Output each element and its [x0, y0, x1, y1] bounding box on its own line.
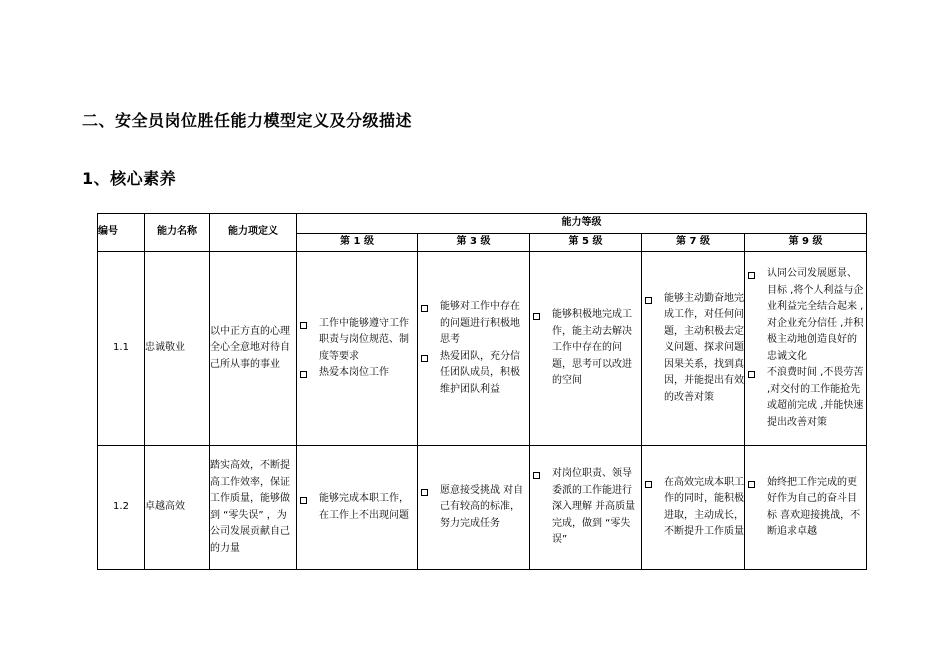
checkbox-bullet-icon — [300, 322, 307, 329]
level-item — [745, 475, 866, 541]
level-item-text: 热爱本岗位工作 — [319, 367, 389, 378]
level-item — [297, 365, 417, 382]
cell-level — [297, 446, 418, 570]
cell-id: 1.1 — [98, 252, 145, 446]
cell-level — [642, 252, 745, 446]
cell-id: 1.2 — [98, 446, 145, 570]
level-item-text: 不浪费时间 ,不畏劳苦 ,对交付的工作能抢先或超前完成 ,并能快速提出改善对策 — [767, 367, 864, 428]
level-item-text: 工作中能够遵守工作职责与岗位规范、制度等要求 — [319, 317, 409, 362]
level-item-text: 热爱团队，充分信任团队成员，积极维护团队利益 — [440, 350, 520, 395]
level-item — [418, 299, 529, 349]
header-level-9: 第 9 级 — [745, 234, 867, 252]
table-row — [98, 446, 867, 570]
level-item — [530, 466, 641, 549]
cell-definition: 踏实高效，不断提高工作效率，保证工作质量，能够做到 “零失误” ，为公司发展贡献自己的力量 — [210, 446, 297, 570]
checkbox-bullet-icon — [748, 371, 755, 378]
level-item-text: 始终把工作完成的更好作为自己的奋斗目标 喜欢迎接挑战，不断追求卓越 — [767, 476, 861, 537]
level-item — [530, 307, 641, 390]
level-item-text: 对岗位职责、领导委派的工作能进行深入理解 并高质量完成，做到 “零失误” — [552, 468, 636, 546]
checkbox-bullet-icon — [748, 272, 755, 279]
checkbox-bullet-icon — [533, 472, 540, 479]
level-item-text: 能够积极地完成工作，能主动去解决工作中存在的问题，思考可以改进的空间 — [552, 309, 632, 387]
header-levels-group: 能力等级 — [297, 214, 867, 234]
level-item-text: 在高效完成本职工作的同时，能积极进取，主动成长，不断提升工作质量 — [664, 476, 744, 537]
checkbox-bullet-icon — [421, 355, 428, 362]
cell-level — [745, 446, 867, 570]
level-item-text: 认同公司发展愿景、目标 ,将个人利益与企业利益完全结合起来 ,对企业充分信任 ,并积极主动地创造良好的忠诚文化 — [767, 268, 864, 362]
checkbox-bullet-icon — [421, 489, 428, 496]
header-name: 能力名称 — [145, 214, 210, 252]
level-item — [297, 491, 417, 524]
level-item-text: 能够主动勤奋地完成工作，对任何问题，主动积极去定义问题、探求问题因果关系，找到真因，并能提出有效的改善对策 — [664, 292, 744, 403]
cell-level — [530, 446, 642, 570]
level-item-text: 愿意接受挑战 对自己有较高的标准，努力完成任务 — [440, 484, 524, 529]
level-item — [642, 291, 744, 407]
checkbox-bullet-icon — [421, 305, 428, 312]
checkbox-bullet-icon — [300, 497, 307, 504]
level-item — [297, 316, 417, 366]
level-item — [745, 266, 866, 365]
cell-level — [297, 252, 418, 446]
subsection-heading: 1、核心素养 — [82, 169, 177, 188]
level-item-text: 能够完成本职工作，在工作上不出现问题 — [319, 493, 409, 521]
cell-level — [418, 252, 530, 446]
level-item — [642, 475, 744, 541]
level-item — [745, 365, 866, 431]
checkbox-bullet-icon — [300, 371, 307, 378]
cell-definition: 以中正方直的心理全心全意地对待自己所从事的事业 — [210, 252, 297, 446]
header-level-5: 第 5 级 — [530, 234, 642, 252]
header-id: 编号 — [98, 214, 145, 252]
header-level-1: 第 1 级 — [297, 234, 418, 252]
checkbox-bullet-icon — [533, 313, 540, 320]
checkbox-bullet-icon — [645, 481, 652, 488]
cell-name: 忠诚敬业 — [145, 252, 210, 446]
cell-level — [745, 252, 867, 446]
level-item — [418, 483, 529, 533]
checkbox-bullet-icon — [748, 481, 755, 488]
header-level-7: 第 7 级 — [642, 234, 745, 252]
cell-level — [418, 446, 530, 570]
cell-name: 卓越高效 — [145, 446, 210, 570]
level-item — [418, 349, 529, 399]
section-heading: 二、安全员岗位胜任能力模型定义及分级描述 — [82, 111, 413, 130]
header-level-3: 第 3 级 — [418, 234, 530, 252]
header-definition: 能力项定义 — [210, 214, 297, 252]
competency-table — [97, 213, 867, 570]
checkbox-bullet-icon — [645, 297, 652, 304]
table-row — [98, 252, 867, 446]
cell-level — [642, 446, 745, 570]
cell-level — [530, 252, 642, 446]
level-item-text: 能够对工作中存在的问题进行积极地思考 — [440, 301, 520, 345]
